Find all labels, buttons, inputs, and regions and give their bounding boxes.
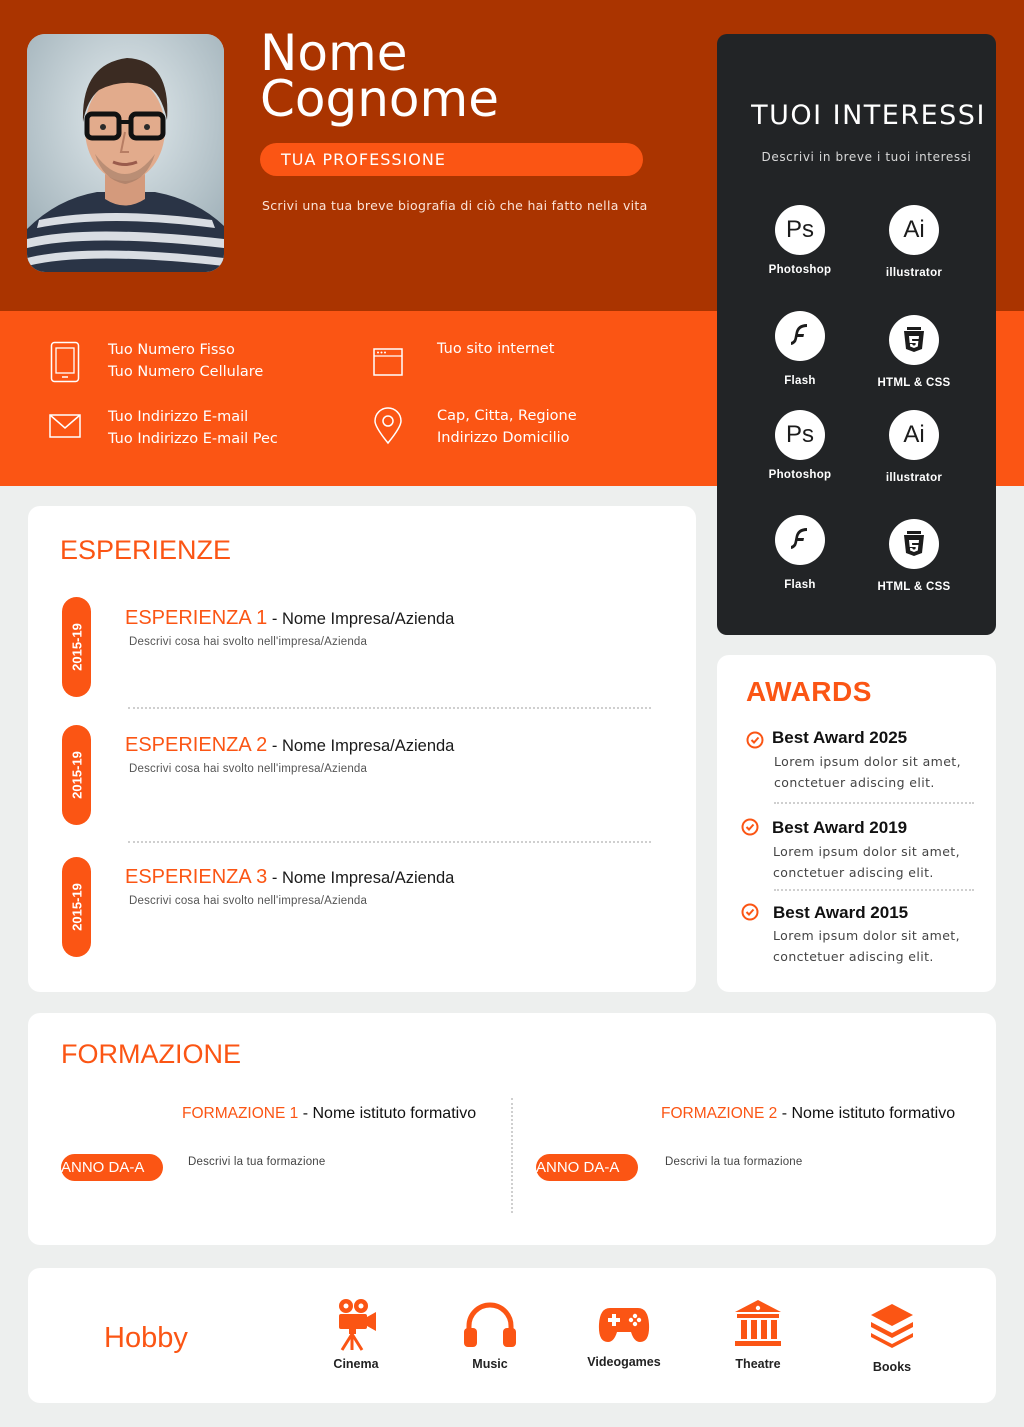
award-desc: Lorem ipsum dolor sit amet, conctetuer adiscing elit. <box>773 928 960 964</box>
address-home: Indirizzo Domicilio <box>437 430 570 446</box>
divider <box>128 707 651 709</box>
photoshop-icon: Ps <box>775 410 825 460</box>
hobby-theatre <box>703 1299 813 1371</box>
flash-icon <box>775 515 825 565</box>
divider <box>774 802 974 804</box>
interests-title: TUOI INTERESSI <box>751 100 986 131</box>
education-years-pill: ANNO DA-A <box>61 1154 163 1181</box>
email-icon <box>49 414 81 438</box>
experience-item-title: ESPERIENZA 1 - Nome Impresa/Azienda <box>125 607 455 629</box>
experience-years-pill: 2015-19 <box>62 597 91 697</box>
skill-illustrator <box>859 205 969 279</box>
experience-item-desc: Descrivi cosa hai svolto nell'impresa/Azienda <box>129 763 368 775</box>
education-item-desc: Descrivi la tua formazione <box>188 1156 326 1168</box>
education-item-desc: Descrivi la tua formazione <box>665 1156 803 1168</box>
divider <box>128 841 651 843</box>
award-name: Best Award 2015 <box>773 903 909 922</box>
award-name: Best Award 2025 <box>772 728 908 747</box>
check-circle-icon <box>741 818 759 836</box>
location-pin-icon <box>373 407 403 445</box>
skill-label: illustrator <box>885 267 943 279</box>
browser-window-icon <box>373 348 403 376</box>
email-pec: Tuo Indirizzo E-mail Pec <box>108 431 278 447</box>
experience-item-desc: Descrivi cosa hai svolto nell'impresa/Azienda <box>129 895 368 907</box>
email: Tuo Indirizzo E-mail <box>108 409 249 425</box>
hobby-music <box>435 1300 545 1371</box>
skill-html-css-2 <box>859 519 969 593</box>
hobby-label: Videogames <box>587 1355 661 1369</box>
education-years-pill: ANNO DA-A <box>536 1154 638 1181</box>
bio-text: Scrivi una tua breve biografia di ciò che hai fatto nella vita <box>262 198 648 213</box>
experience-title: ESPERIENZE <box>60 535 232 565</box>
illustrator-icon: Ai <box>889 410 939 460</box>
phone-fixed: Tuo Numero Fisso <box>108 342 235 358</box>
hobby-cinema <box>301 1297 411 1371</box>
hobby-videogames <box>569 1304 679 1369</box>
illustrator-icon: Ai <box>889 205 939 255</box>
interests-subtitle: Descrivi in breve i tuoi interessi <box>761 150 972 164</box>
hobby-label: Books <box>872 1360 912 1374</box>
education-item-title: FORMAZIONE 1 - Nome istituto formativo <box>182 1105 477 1122</box>
skill-label: Photoshop <box>768 469 832 481</box>
profile-photo <box>27 34 224 272</box>
flash-icon <box>775 311 825 361</box>
skill-label: illustrator <box>885 472 943 484</box>
books-stack-icon <box>869 1302 915 1348</box>
skill-flash <box>745 311 855 387</box>
skill-label: HTML & CSS <box>877 377 951 389</box>
photoshop-icon: Ps <box>775 205 825 255</box>
skill-photoshop-2 <box>745 410 855 481</box>
experience-years-pill: 2015-19 <box>62 725 91 825</box>
skill-label: HTML & CSS <box>877 581 951 593</box>
skill-label: Flash <box>784 579 816 591</box>
address-city: Cap, Citta, Regione <box>437 408 577 424</box>
award-desc: Lorem ipsum dolor sit amet, conctetuer adiscing elit. <box>774 754 961 790</box>
hobby-label: Cinema <box>333 1357 379 1371</box>
website-contact: Tuo sito internet <box>437 341 555 357</box>
html5-icon <box>889 519 939 569</box>
award-desc: Lorem ipsum dolor sit amet, conctetuer adiscing elit. <box>773 844 960 880</box>
vertical-divider <box>511 1098 513 1213</box>
experience-item-title: ESPERIENZA 2 - Nome Impresa/Azienda <box>125 734 455 756</box>
hobby-books <box>837 1302 947 1374</box>
awards-title: AWARDS <box>746 676 872 707</box>
skill-photoshop <box>745 205 855 276</box>
skill-label: Photoshop <box>768 264 832 276</box>
theatre-building-icon <box>733 1299 783 1347</box>
education-item-title: FORMAZIONE 2 - Nome istituto formativo <box>661 1105 956 1122</box>
check-circle-icon <box>746 731 764 749</box>
movie-camera-icon <box>334 1297 378 1351</box>
full-name <box>260 24 499 128</box>
last-name: Cognome <box>260 70 499 128</box>
hobby-label: Theatre <box>735 1357 781 1371</box>
skill-html-css <box>859 315 969 389</box>
email-contact <box>108 406 278 450</box>
check-circle-icon <box>741 903 759 921</box>
experience-years-pill: 2015-19 <box>62 857 91 957</box>
skill-flash-2 <box>745 515 855 591</box>
html5-icon <box>889 315 939 365</box>
first-name: Nome <box>260 24 408 82</box>
divider <box>774 889 974 891</box>
interests-panel <box>717 34 996 635</box>
gamepad-icon <box>598 1304 650 1344</box>
hobby-title: Hobby <box>104 1322 188 1354</box>
skill-label: Flash <box>784 375 816 387</box>
award-name: Best Award 2019 <box>772 818 908 837</box>
experience-item-desc: Descrivi cosa hai svolto nell'impresa/Azienda <box>129 636 368 648</box>
phone-mobile: Tuo Numero Cellulare <box>108 364 264 380</box>
headphones-icon <box>463 1300 517 1348</box>
hobby-label: Music <box>472 1357 508 1371</box>
phone-icon <box>50 341 80 383</box>
phone-contact <box>108 339 263 383</box>
skill-illustrator-2 <box>859 410 969 484</box>
education-title: FORMAZIONE <box>61 1039 241 1069</box>
profession-badge: TUA PROFESSIONE <box>260 143 643 176</box>
experience-item-title: ESPERIENZA 3 - Nome Impresa/Azienda <box>125 866 455 888</box>
address-contact <box>437 405 577 449</box>
